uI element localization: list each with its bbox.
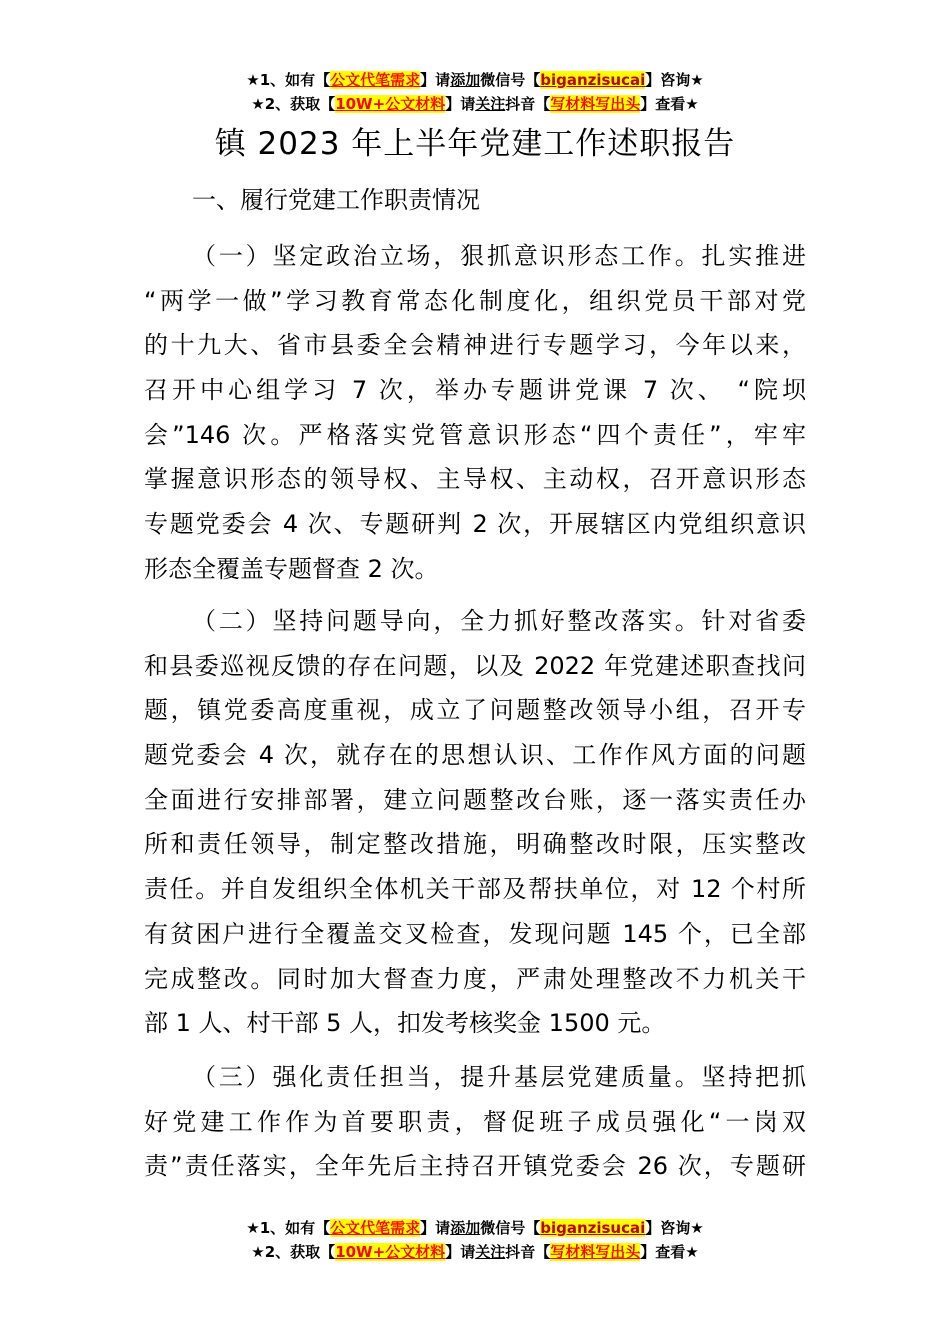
banner-text: 微信号【 — [480, 71, 541, 89]
paragraph-line: 全面进行安排部署，建立问题整改台账，逐一落实责任办 — [144, 785, 806, 814]
banner-line-1 — [0, 1216, 950, 1240]
banner-underline: 添加 — [450, 71, 481, 89]
banner-line-1 — [0, 68, 950, 92]
banner-text: 】咨询★ — [645, 1219, 704, 1237]
banner-underline: 关注 — [475, 1243, 506, 1261]
banner-text: 】咨询★ — [645, 71, 704, 89]
paragraph-line: 和县委巡视反馈的存在问题，以及 2022 年党建述职查找问 — [144, 651, 806, 680]
banner-text: ★2、获取【 — [251, 1243, 336, 1261]
paragraph-line: 会”146 次。严格落实党管意识形态“四个责任”，牢牢 — [144, 420, 806, 449]
section-heading: 一、履行党建工作职责情况 — [192, 186, 480, 214]
banner-text: ★1、如有【 — [246, 71, 331, 89]
document-title: 镇 2023 年上半年党建工作述职报告 — [214, 126, 736, 162]
paragraph-line: 责”责任落实，全年先后主持召开镇党委会 26 次，专题研 — [144, 1152, 806, 1181]
paragraph-line: 题党委会 4 次，就存在的思想认识、工作作风方面的问题 — [144, 741, 806, 770]
banner-highlight: 10W+公文材料 — [335, 1243, 446, 1261]
banner-highlight: 写材料写出头 — [550, 1243, 641, 1261]
paragraph-line: 召开中心组学习 7 次，举办专题讲党课 7 次、 “院坝 — [144, 376, 806, 405]
paragraph-line: 好党建工作作为首要职责，督促班子成员强化“一岗双 — [144, 1107, 806, 1136]
banner-highlight: 公文代笔需求 — [330, 71, 421, 89]
paragraph-line: “两学一做”学习教育常态化制度化，组织党员干部对党 — [144, 286, 806, 315]
paragraph-line: （一）坚定政治立场，狠抓意识形态工作。扎实推进 — [192, 242, 806, 270]
banner-highlight: biganzisucai — [540, 71, 646, 89]
paragraph-line: 题，镇党委高度重视，成立了问题整改领导小组，召开专 — [144, 696, 806, 725]
banner-text: ★2、获取【 — [251, 95, 336, 113]
banner-text: 】请 — [420, 1219, 451, 1237]
footer-banner — [0, 1216, 950, 1264]
banner-highlight: 10W+公文材料 — [335, 95, 446, 113]
header-banner — [0, 68, 950, 116]
banner-highlight: 公文代笔需求 — [330, 1219, 421, 1237]
paragraph-3 — [144, 1055, 806, 1189]
banner-line-2 — [0, 1240, 950, 1264]
banner-line-2 — [0, 92, 950, 116]
banner-text: 】请 — [445, 1243, 476, 1261]
banner-highlight: biganzisucai — [540, 1219, 646, 1237]
paragraph-line: 所和责任领导，制定整改措施，明确整改时限，压实整改 — [144, 830, 806, 859]
paragraph-line: 有贫困户进行全覆盖交叉检查，发现问题 145 个，已全部 — [144, 919, 806, 948]
paragraph-line: 掌握意识形态的领导权、主导权、主动权，召开意识形态 — [144, 465, 806, 494]
paragraph-line: 责任。并自发组织全体机关干部及帮扶单位，对 12 个村所 — [144, 875, 806, 904]
banner-text: 】请 — [445, 95, 476, 113]
banner-text: 】查看★ — [640, 95, 699, 113]
paragraph-line: （二）坚持问题导向，全力抓好整改落实。针对省委 — [192, 607, 806, 635]
paragraph-line: （三）强化责任担当，提升基层党建质量。坚持把抓 — [192, 1063, 806, 1091]
banner-highlight: 写材料写出头 — [550, 95, 641, 113]
banner-underline: 关注 — [475, 95, 506, 113]
banner-underline: 添加 — [450, 1219, 481, 1237]
banner-text: ★1、如有【 — [246, 1219, 331, 1237]
paragraph-line: 形态全覆盖专题督查 2 次。 — [144, 554, 439, 583]
paragraph-1 — [144, 234, 806, 592]
paragraph-line: 完成整改。同时加大督查力度，严肃处理整改不力机关干 — [144, 964, 806, 993]
banner-text: 抖音【 — [505, 95, 551, 113]
paragraph-line: 部 1 人、村干部 5 人，扣发考核奖金 1500 元。 — [144, 1009, 666, 1038]
paragraph-line: 专题党委会 4 次、专题研判 2 次，开展辖区内党组织意识 — [144, 510, 806, 539]
banner-text: 】查看★ — [640, 1243, 699, 1261]
banner-text: 微信号【 — [480, 1219, 541, 1237]
paragraph-line: 的十九大、省市县委全会精神进行专题学习，今年以来， — [144, 331, 806, 360]
banner-text: 】请 — [420, 71, 451, 89]
banner-text: 抖音【 — [505, 1243, 551, 1261]
paragraph-2 — [144, 599, 806, 1046]
